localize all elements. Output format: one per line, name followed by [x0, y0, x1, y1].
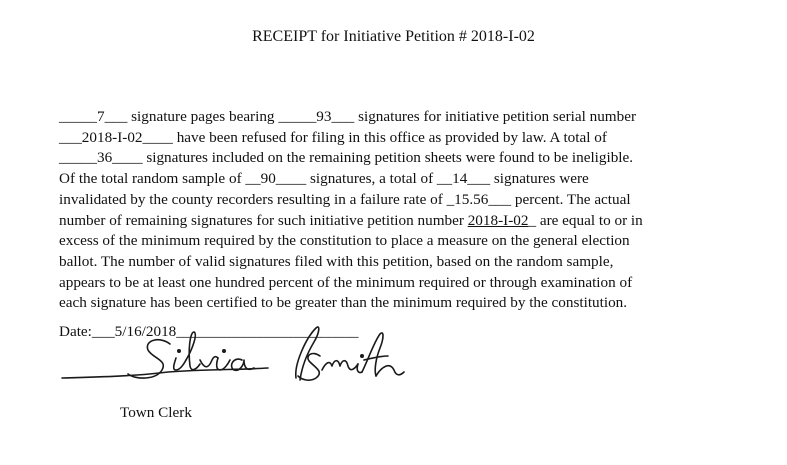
- body-text-fragment: percent. The actual: [511, 190, 631, 208]
- body-text-fragment: Of the total random sample of: [59, 170, 246, 188]
- body-text-fragment: _ are equal to or in: [528, 211, 643, 229]
- refused-signatures-field: _____93___: [278, 108, 355, 125]
- body-text-fragment: number of remaining signatures for such initiative petition number: [59, 211, 468, 229]
- body-text-fragment: invalidated by the county recorders resulting in a failure rate of: [59, 190, 447, 208]
- body-text-fragment: signature pages bearing: [127, 108, 279, 125]
- body-text-fragment: signatures, a total of: [306, 170, 437, 188]
- body-line-2: [59, 128, 759, 149]
- body-text-fragment: signatures were: [490, 170, 589, 188]
- body-line-1: [59, 107, 759, 128]
- body-line-5: [59, 190, 759, 211]
- petition-number-field: 2018-I-02: [467, 211, 529, 229]
- handwritten-signature: [58, 320, 408, 398]
- refused-pages-field: _____7___: [59, 108, 128, 125]
- body-line-9: appears to be at least one hundred percent of the minimum required or through examination of: [59, 273, 633, 291]
- body-line-4: [59, 169, 759, 190]
- receipt-body: [59, 107, 759, 314]
- signer-title: Town Clerk: [120, 404, 192, 421]
- petition-serial-field: ___2018-I-02____: [59, 128, 173, 146]
- ineligible-signatures-field: _____36____: [59, 149, 143, 167]
- random-sample-field: __90____: [245, 170, 307, 188]
- body-line-3: [59, 148, 759, 169]
- invalidated-count-field: __14___: [436, 170, 491, 188]
- receipt-title: RECEIPT for Initiative Petition # 2018-I-02: [252, 28, 535, 45]
- date-value: ___5/16/2018________________________: [91, 323, 359, 340]
- body-text-fragment: signatures included on the remaining petition sheets were found to be ineligible.: [142, 149, 634, 167]
- body-line-6: [59, 211, 759, 232]
- failure-rate-field: _15.56___: [446, 190, 512, 208]
- body-line-7: excess of the minimum required by the constitution to place a measure on the general election: [59, 232, 630, 250]
- date-label: Date:: [59, 323, 92, 340]
- body-text-fragment: signatures for initiative petition serial number: [354, 108, 637, 125]
- body-line-8: ballot. The number of valid signatures filed with this petition, based on the random sample,: [59, 252, 614, 270]
- body-text-fragment: have been refused for filing in this office as provided by law. A total of: [172, 128, 607, 146]
- body-line-10: each signature has been certified to be greater than the minimum required by the constitution.: [59, 294, 628, 312]
